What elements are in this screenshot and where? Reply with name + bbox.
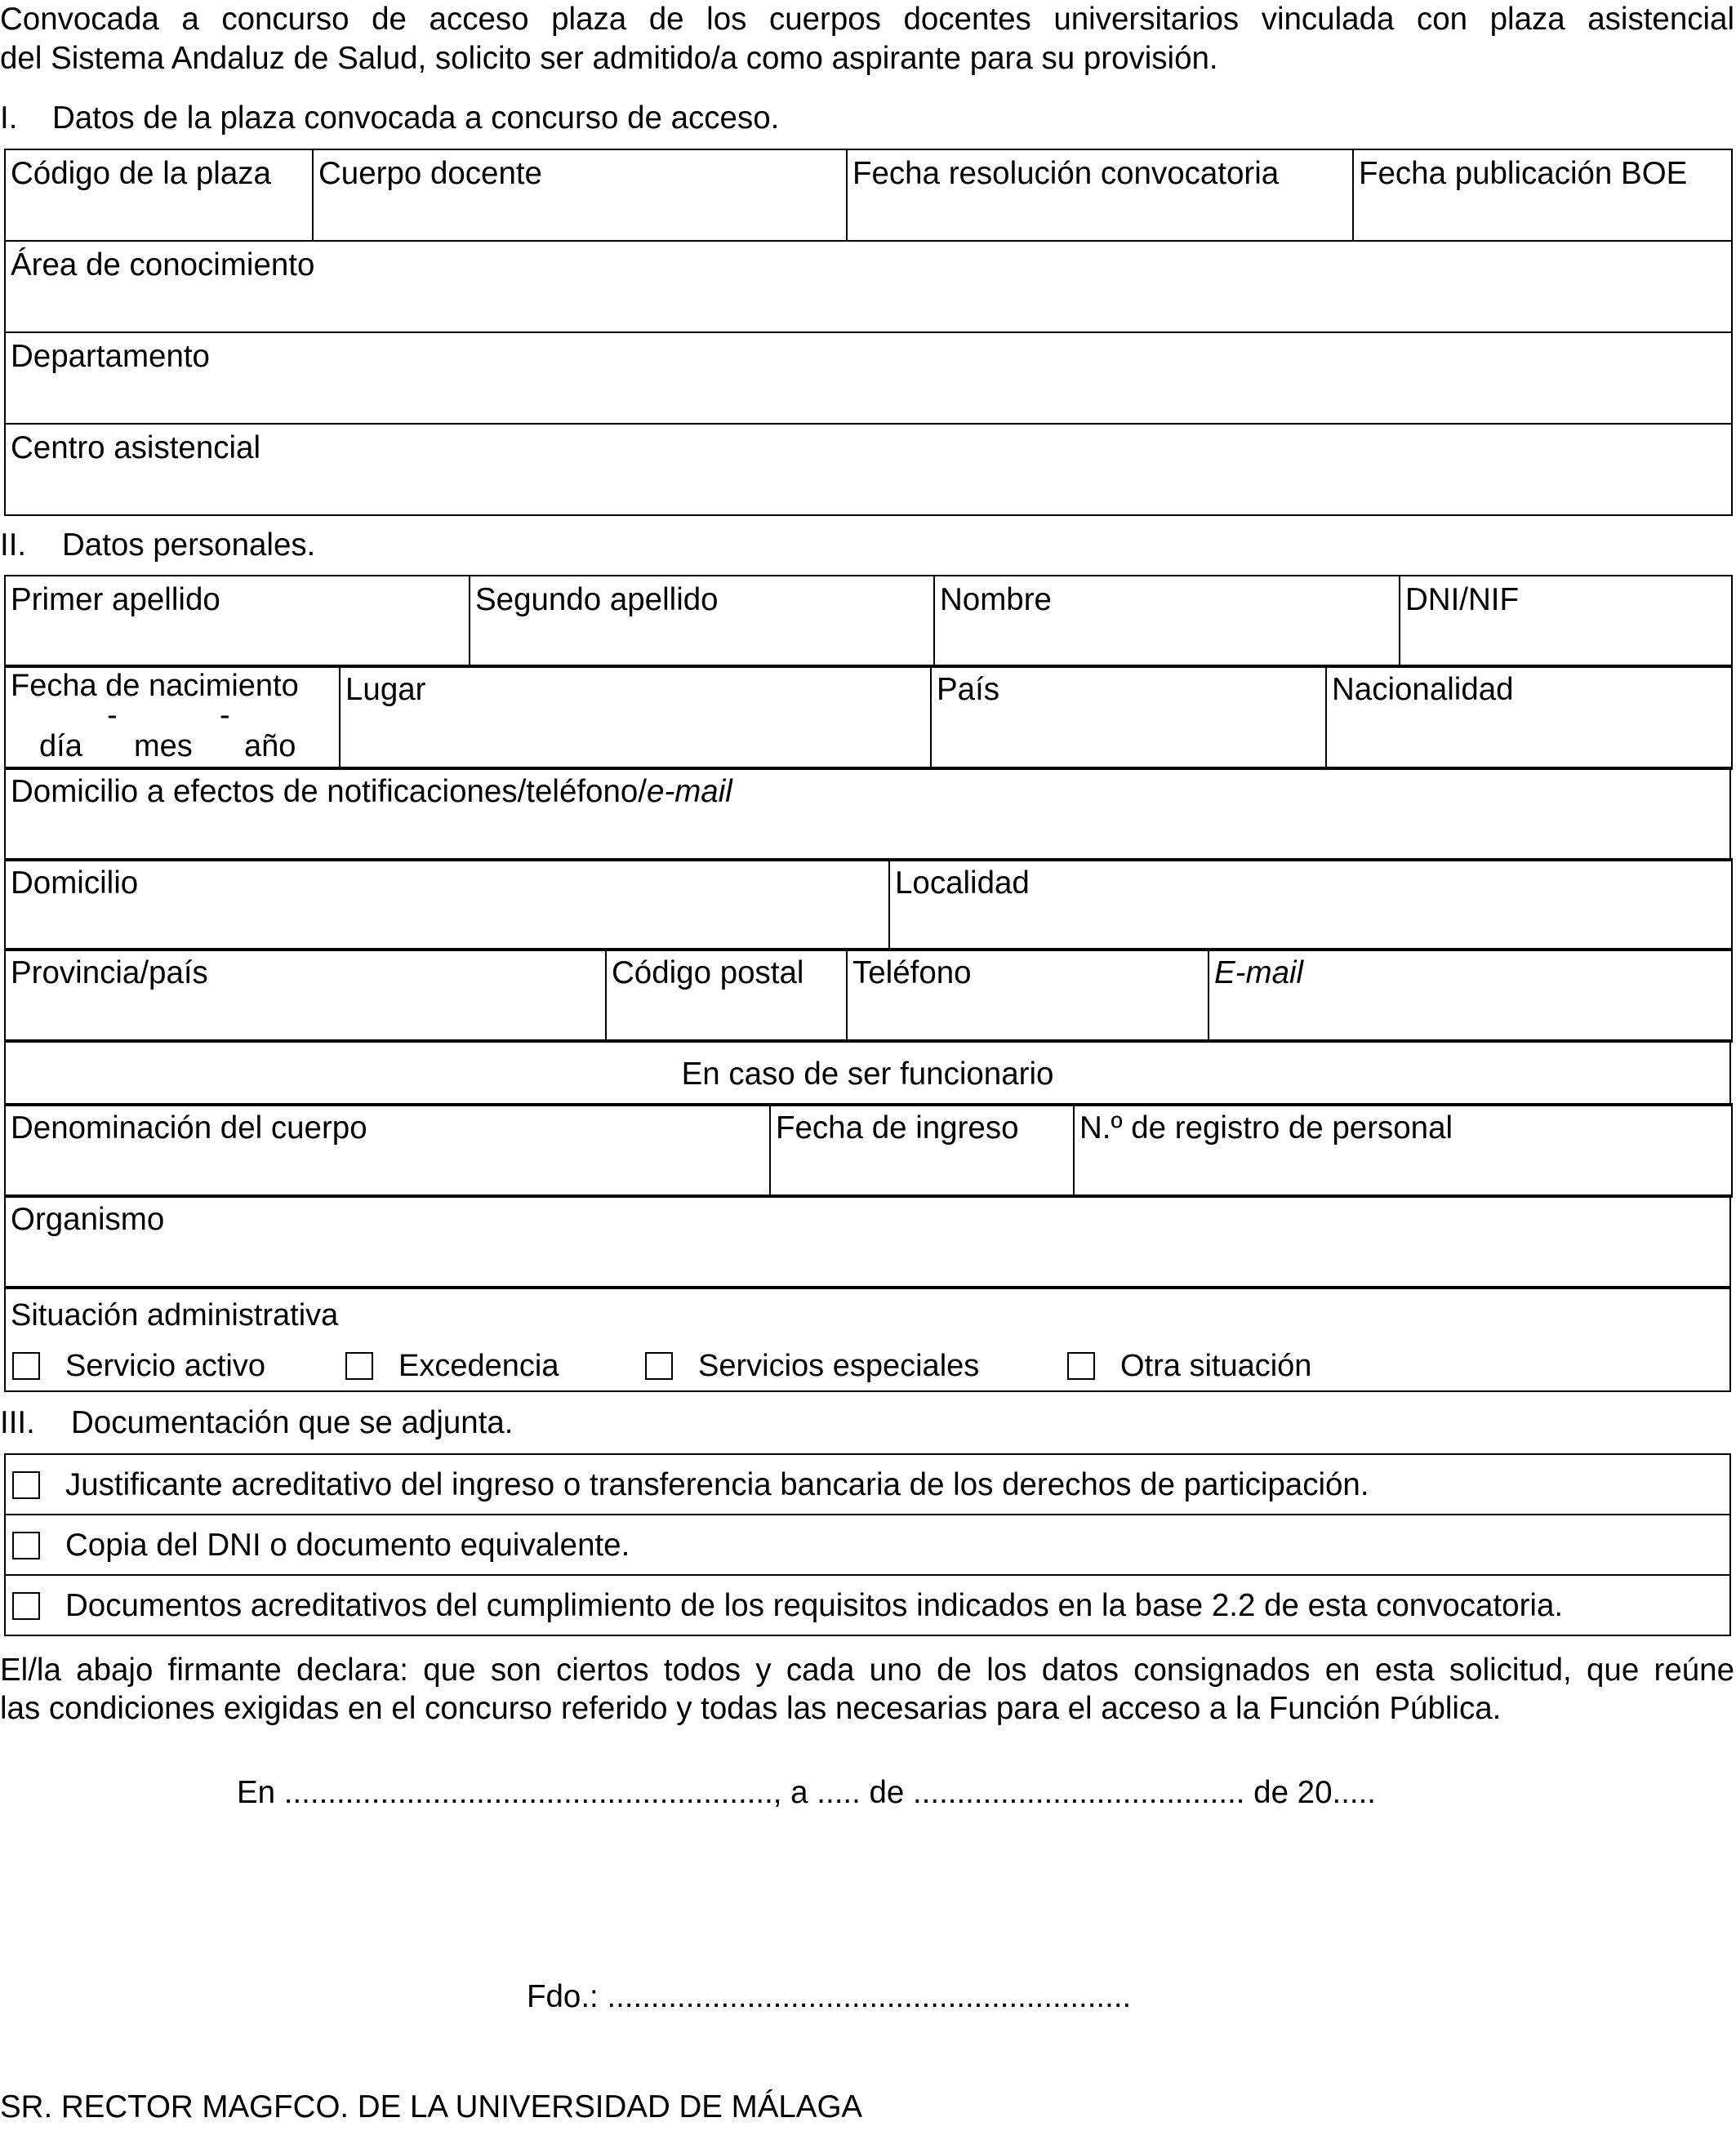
declaration-line-1: El/la abajo firmante declara: que son ciertos todos y cada uno de los datos consignados en esta solicitud, que reúne — [0, 1653, 1734, 1688]
checkbox-justificante[interactable] — [12, 1471, 40, 1499]
section-2-number: II. — [0, 527, 27, 563]
plaza-table — [4, 149, 1733, 516]
documentation-table — [4, 1453, 1731, 1636]
declaration-paragraph — [0, 1651, 1734, 1728]
situacion-label: Situación administrativa — [11, 1298, 339, 1332]
date-separator-1: - — [107, 698, 118, 732]
field-registro-personal[interactable]: N.º de registro de personal — [1074, 1104, 1732, 1197]
field-telefono[interactable]: Teléfono — [847, 949, 1209, 1042]
field-localidad[interactable]: Localidad — [889, 859, 1732, 950]
section-3-title: Documentación que se adjunta. — [71, 1405, 514, 1440]
section-2-heading — [0, 527, 315, 564]
section-3-heading — [0, 1404, 514, 1442]
intro-line-1: Convocada a concurso de acceso plaza de los cuerpos docentes universitarios vinculada con plaza asistencial — [0, 2, 1734, 37]
situacion-administrativa-cell — [5, 1287, 1730, 1391]
addressee: SR. RECTOR MAGFCO. DE LA UNIVERSIDAD DE MÁLAGA — [0, 2089, 863, 2124]
field-nacionalidad[interactable]: Nacionalidad — [1326, 665, 1732, 769]
doc-item-dni[interactable]: Copia del DNI o documento equivalente. — [5, 1515, 1730, 1575]
doc-item-requisitos[interactable]: Documentos acreditativos del cumplimiento de los requisitos indicados en la base 2.2 de esta convocatoria. — [5, 1575, 1730, 1635]
field-fecha-ingreso[interactable]: Fecha de ingreso — [770, 1104, 1074, 1197]
field-primer-apellido[interactable]: Primer apellido — [5, 576, 470, 667]
checkbox-requisitos[interactable] — [12, 1592, 40, 1620]
option-servicio-activo[interactable]: Servicio activo — [12, 1348, 345, 1386]
checkbox-excedencia[interactable] — [345, 1352, 373, 1380]
contact-table — [4, 948, 1733, 1043]
field-departamento[interactable]: Departamento — [5, 332, 1732, 424]
checkbox-otra-situacion[interactable] — [1067, 1352, 1095, 1380]
option-servicios-especiales[interactable]: Servicios especiales — [645, 1348, 1067, 1386]
declaration-line-2: las condiciones exigidas en el concurso referido y todas las necesarias para el acceso a la Función Pública. — [0, 1691, 1502, 1726]
date-place-line[interactable]: En ........................................................, a ..... de ...................................... de 20..... — [237, 1775, 1376, 1810]
situacion-table — [4, 1286, 1731, 1392]
field-cuerpo-docente[interactable]: Cuerpo docente — [313, 149, 847, 241]
field-provincia[interactable]: Provincia/país — [5, 949, 606, 1042]
field-codigo-plaza[interactable]: Código de la plaza — [5, 149, 313, 241]
field-area-conocimiento[interactable]: Área de conocimiento — [5, 241, 1732, 332]
checkbox-servicio-activo[interactable] — [12, 1352, 40, 1380]
section-1-title: Datos de la plaza convocada a concurso de acceso. — [52, 100, 780, 136]
checkbox-copia-dni[interactable] — [12, 1532, 40, 1559]
date-dia-label: día — [39, 729, 82, 763]
field-pais[interactable]: País — [931, 665, 1326, 769]
date-mes-label: mes — [134, 729, 193, 763]
intro-line-2: del Sistema Andaluz de Salud, solicito ser admitido/a como aspirante para su provisión. — [0, 41, 1218, 76]
personal-names-table — [4, 575, 1733, 668]
field-nombre[interactable]: Nombre — [934, 576, 1400, 667]
field-centro-asistencial[interactable]: Centro asistencial — [5, 424, 1732, 515]
section-2-title: Datos personales. — [62, 527, 316, 563]
domicilio-header-table — [4, 767, 1731, 861]
funcionario-header-table — [4, 1039, 1731, 1106]
field-email[interactable]: E-mail — [1209, 949, 1732, 1042]
section-1-number: I. — [0, 100, 18, 136]
field-fecha-boe[interactable]: Fecha publicación BOE — [1353, 149, 1732, 241]
section-3-number: III. — [0, 1405, 35, 1440]
funcionario-header: En caso de ser funcionario — [5, 1040, 1730, 1106]
funcionario-table — [4, 1103, 1733, 1198]
intro-paragraph — [0, 0, 1734, 78]
field-denominacion-cuerpo[interactable]: Denominación del cuerpo — [5, 1104, 770, 1197]
option-otra-situacion[interactable]: Otra situación — [1067, 1348, 1311, 1386]
checkbox-servicios-especiales[interactable] — [645, 1352, 673, 1380]
field-domicilio[interactable]: Domicilio — [5, 859, 889, 950]
field-fecha-resolucion[interactable]: Fecha resolución convocatoria — [847, 149, 1353, 241]
date-separator-2: - — [220, 698, 230, 732]
domicilio-table — [4, 858, 1733, 951]
field-dni[interactable]: DNI/NIF — [1400, 576, 1732, 667]
field-organismo[interactable]: Organismo — [5, 1195, 1730, 1288]
signature-line[interactable]: Fdo.: ............................................................ — [527, 1979, 1132, 2014]
field-segundo-apellido[interactable]: Segundo apellido — [470, 576, 934, 667]
option-excedencia[interactable]: Excedencia — [345, 1348, 645, 1386]
organismo-table — [4, 1195, 1731, 1289]
section-1-heading — [0, 100, 779, 137]
date-anio-label: año — [244, 729, 296, 763]
birth-table — [4, 665, 1733, 770]
doc-item-justificante[interactable]: Justificante acreditativo del ingreso o transferencia bancaria de los derechos de participación. — [5, 1454, 1730, 1515]
field-fecha-nacimiento[interactable]: Fecha de nacimiento - - día mes año — [5, 665, 340, 769]
domicilio-notificaciones-header: Domicilio a efectos de notificaciones/teléfono/e-mail — [5, 767, 1730, 861]
field-lugar[interactable]: Lugar — [340, 665, 931, 769]
field-codigo-postal[interactable]: Código postal — [606, 949, 847, 1042]
